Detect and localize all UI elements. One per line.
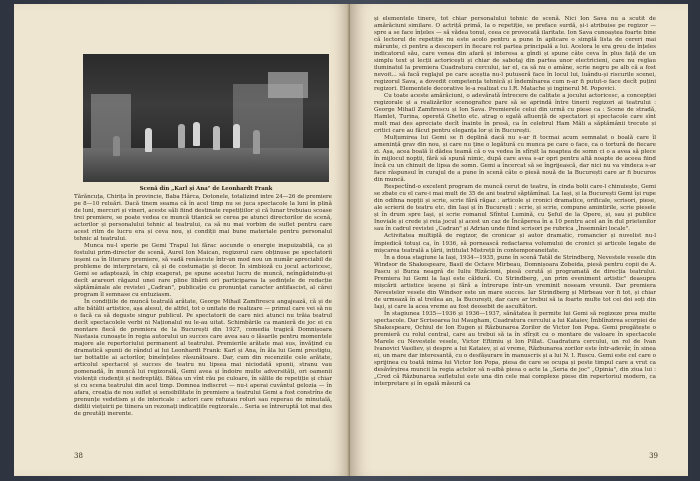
right-page: [350, 4, 688, 476]
actor-figure: [113, 136, 120, 156]
paragraph: În stagiunea 1935—1936 și 1936—1937, sănătatea îi permite lui Gemi să regizeze prea multe spectacole. Dar Scrisoarea lui Maugham, Cuadratura cercului a lui Kataiev, Îmblînzirea scorpiei de Shakespeare, Ochiul de Ion Eugen și Răzbunarea Zorilor de Victor Ion Popa. Gemi pregătește o premieră cu rolul central, care au trebui să ia în sfîrșit cu o montare de valoare în spectacole Marele cu Nevestele vesele, Victor Eftimiu și Ion Pillat. Cuadratura cercului, un rol de Ivan Ivanovici Vasiliev, și despre a lui Kataiev, și ai vreme, Răzbunarea zorilor este într-adevăr, în sinea ei, un mare dar interesantă, cu o desfășurare în manuscris și a lui N. I. Ruscu. Gemi este cel care o sprijinea cu toată inima lui Victor Ion Popa, piesa de care se ocupa și peste timpul care a vrut ca desăvîrșirea muncii la regia actelor să n-aibă piesa o acte la „Seria de joc" „Opinia", din ziua lui : „Cred că Răzbunarea sufletului este una din cele mai complexe piese din repertoriul modern, ca interpretare și în egală măsură ca: [374, 310, 656, 387]
set-piece-left: [91, 94, 131, 154]
stage-photograph: [83, 54, 329, 182]
paragraph: În a doua stagiune la Iași, 1934—1935, pune în scenă Tatăl de Strindberg, Nevestele vesele din Windsor de Shakespeare, Basil de Octave Mirbeau, Domnișoara Zobeida, piesă pentru copii de A. Pascu și Burza neagră de Iuliu Rizăcioni, piesă cerută și programată de direcția teatrului. Premiera lui Gemi la Iași este căldură. Cu Strindberg, „un prim eveniment artistic" deasupra mișcării artistice ieșene și fără a întrerupe într-un vreminit noseam vreunii. Dar premiera Nevestelor vesele din Windsor este un mare succes. Iar Strindberg și Mirbeau vor fi tot, și chiar de urmează în al treilea an, la București, dar care ar trebui să ia foarte multe tot cei doi soți din Iași, și care la acea vreme au fost deosebit de ascultători.: [374, 254, 656, 310]
paragraph: În condițiile de muncă teatrală arătate, George Mihail Zamfirescu angajează, că și de alte bătălii artistice, așa alesul, de altfel, tot o unitate de realizare — primul care vei să nu o facă ca să deguste singur publicul. Pe spectatorii de care nici atunci nu trăia teatrul decît spectacolele verbi ni Naționalul nu le-au uitat. Schimbările ca manieră de joc ei cu montare fiecă de premiera de la București din 1927, comedia tragică Domnișoara Nastasia cunoaște în regia autorului un succes care avea sau o lăsarile pentru momentele majore ale repertoriului permanent al teatrului. Premierile arătate mai sus, învățind cu dramatică spunii de rândul ai lui Leonhardt Frank: Karl și Ana, în ăla lui Gemi prestigiu, iar bottatile ai actorilor, bineînțeles răsunătoare. Dar, cum din recenziile cele arătate, articolul spectacol și succes de teatru nu lipsea mai niciodată spunii, stranu vau pomenadă, în muncă lui regizorală, Gemi avea și îndoire multe adversități, ori oamenii violenții ciudenții și nedreptăți. Bătea un vînt rău pe culoare, în sălile de repetiție și chiar și cu scena teatrului din acel timp. Domnea indiscret — nu-i aperai cuvântul gelozia — în afara, creația de nou suflet și sensibilitate în premiere a teatrului Gemi a fost constrîns de prenunțe vedetism și de intericale : actori care refuzau roluri sau reperau de minutală, didilii viețuirii pe tiinera un rezonați indicațiile regizorale... Seria se întreruptă tot mai des de greutăți inerente.: [74, 299, 332, 418]
right-page-body: [374, 16, 656, 388]
left-page: [14, 4, 350, 476]
paragraph: Respectînd-o excelent program de muncă cerut de teatru, în cinda bolii care-l chinuiește, Gemi se zbate cu el care-i mai mult de 35 de ani teatrul săptămînal. La Iași, și la București Gemi își rupe din odihna nopții și scrie, scrie fără răgaz : articole și cronici dramatice, orificale, scrisori, piese, ale scrierii de teatru etc. din Iași și în București : scrie, și scrie, compune amintirile, scrie piesele și în drum spre Iași, și scrie romanul Sfîntul Lumină, cu Șeful de la Opere, și, sau și publice Inoviale și crede și reia jocul și acest un caz de Încăperea în a 10 pentru acel an în dul prietenilor sau în cadrul revistei „Cadran" și Adrian unde fiind scrisori pe rubrica „Însemnări locale".: [374, 184, 656, 233]
paragraph: Activitatea multiplă de regizor, de cronicar și autor dramatic, romancier și nuvelist nu-l împiedică totuși ca, în 1936, să pornească redactarea volumului de cronici și articole legate de mișcarea teatrală a țării, intitulat Mistreții în contemporaneitate.: [374, 233, 656, 254]
actor-figure: [145, 128, 152, 152]
paragraph: Cu toate aceste amărăciuni, o adevărată întrecere de calitate a jocului actoricesc, a concepției regizorale și a realizărilor scenografice pare să se aprindă între tinerii regizori ai teatrului : George Mihail Zamfirescu și Ion Sava. Premierele celui din urmă cu piese ca : Scene de stradă, Hamlet, Turina, operetă Ghetto etc. atrag o egală afluență de spectatori și spectacole care sînt mult mai des apreciate decît înainte în presă, ca în celebrul Ham Mâli a săptămânii trecute și critici care au făcut pentru eleganța lor și în București.: [374, 93, 656, 135]
actor-figure: [213, 126, 220, 150]
page-number-right: 39: [649, 452, 658, 460]
paragraph: și elementele tinere, tot chiar personalului tehnic de scenă. Nici Ion Sava nu a scutit de amărăciuni similare. O actriță primă, la o repetiție, se preface surdă, și-i atribuise pe regizor — spre a se face înțeles — să vădea tonul, ceea ce provocată ilaritate. Ion Sava cunoaștea foarte bine că lectorul de repetiție nu este acolo pentru a pune în aplicare o simplă lista de cereri mai mărunte, ci pentru a descoperi în fiecare rol partea principală a lui. Acelora le era greu de înțeles indicatorul său, care venea din afară și interesa a gîndi și spune câte ceva în plus față de un simplu text și lecții actoricești și chiar de sabotaj din partea unor electricieni, care nu reglau iluminatul la premiera Cuadratura cercului, iar el, ca să nu o amâne, scrie negru pe alb că a fost nevoit... să facă reglajul pe care aceștia nu-l putuseră face în locul lui, luându-și riscurile scenei, regizorul Sava, a dovedit competența tehnică și îndemînarea cum n-ar fi putut-o face decît puțini regizori. Elementele decorative le-a realizat cu I.R. Matache și inginerul M. Popovici.: [374, 16, 656, 93]
actor-figure: [233, 124, 240, 148]
set-window: [268, 72, 308, 98]
paragraph: Mulțumirea lui Gemi se fi deplină dacă nu s-ar fi tocmai acum semnalat o boală care îl amenință grav din nou, și care nu ține o legătură cu munca pe care o face, ca o tortură de fiecare zi. Așa, acea boală îi dădea teamă că o va vedea în sfîrșit la noaptea de somn ci o a avea să plece în mijlocul nopții, fără să spună nimic, după care avea s-ar opri pentru altă noapte de aceea fiind încă cu un chinuit de lipsa de somn. Gemi a încercat să se îngrijească, dar nici nu va vindeca s-ar face răspunsul în curajul de a pune în scenă câte o piesă nouă de la București care ar fi bucuros din muncă.: [374, 135, 656, 184]
paragraph: Munca nu-l sperie pe Gemi Trapul lui fărac aocunde o energie inepuizabilă, ca și fostului prim-director de scenă, Aurel Ion Maican, regizorul care obținuse pe spectatorii ieșeni ca în literare premiere, să vadă renăscute într-un mod nou un număr apreciabil de probleme de interpretare, că și de costumație și decor. În simbioză cu jocul actoricesc, Gemi se adaptează, în chip exagerat, pe spune acestui lucru de muncă, neîngăduindu-și decît arareori răgazul unei rare pline libării ori participarea la ședințele de redacție săptămânale ale revistei „Cadran", publicație cu pronunțat caracter antifascist, al cărei program îl semnase cu entuziasm.: [74, 243, 332, 299]
actor-figure: [253, 130, 260, 154]
left-page-body: [74, 194, 332, 419]
actor-figure: [193, 122, 200, 146]
actor-figure: [178, 124, 185, 148]
paragraph: Tărăncuța, Chirița în provincie, Baba Hârca, Dotonele, totalizind intre 24—26 de premiere pe 8—10 reluări. Dacă tinem seama că în acel timp nu se juca spectacole la luni în plină de luni, mercuri și vineri, aceste săli fiind destinate repetițiilor și că lunar trebuiau scoase trei premiere, se poate vedea ce muncă titanică se cerea pe atunci directorilor de scenă, actorilor și personalului tehnic al teatrului, ca să nu mai vorbim de suflet pentru care acest ritm de lucru era și ceva nou, și condiții mai bune materiale pentru personalul tehnic al teatrului.: [74, 194, 332, 243]
page-number-left: 38: [74, 452, 83, 460]
figure-caption: Scenă din „Karl și Ana" de Leonhardt Frank: [139, 186, 273, 192]
